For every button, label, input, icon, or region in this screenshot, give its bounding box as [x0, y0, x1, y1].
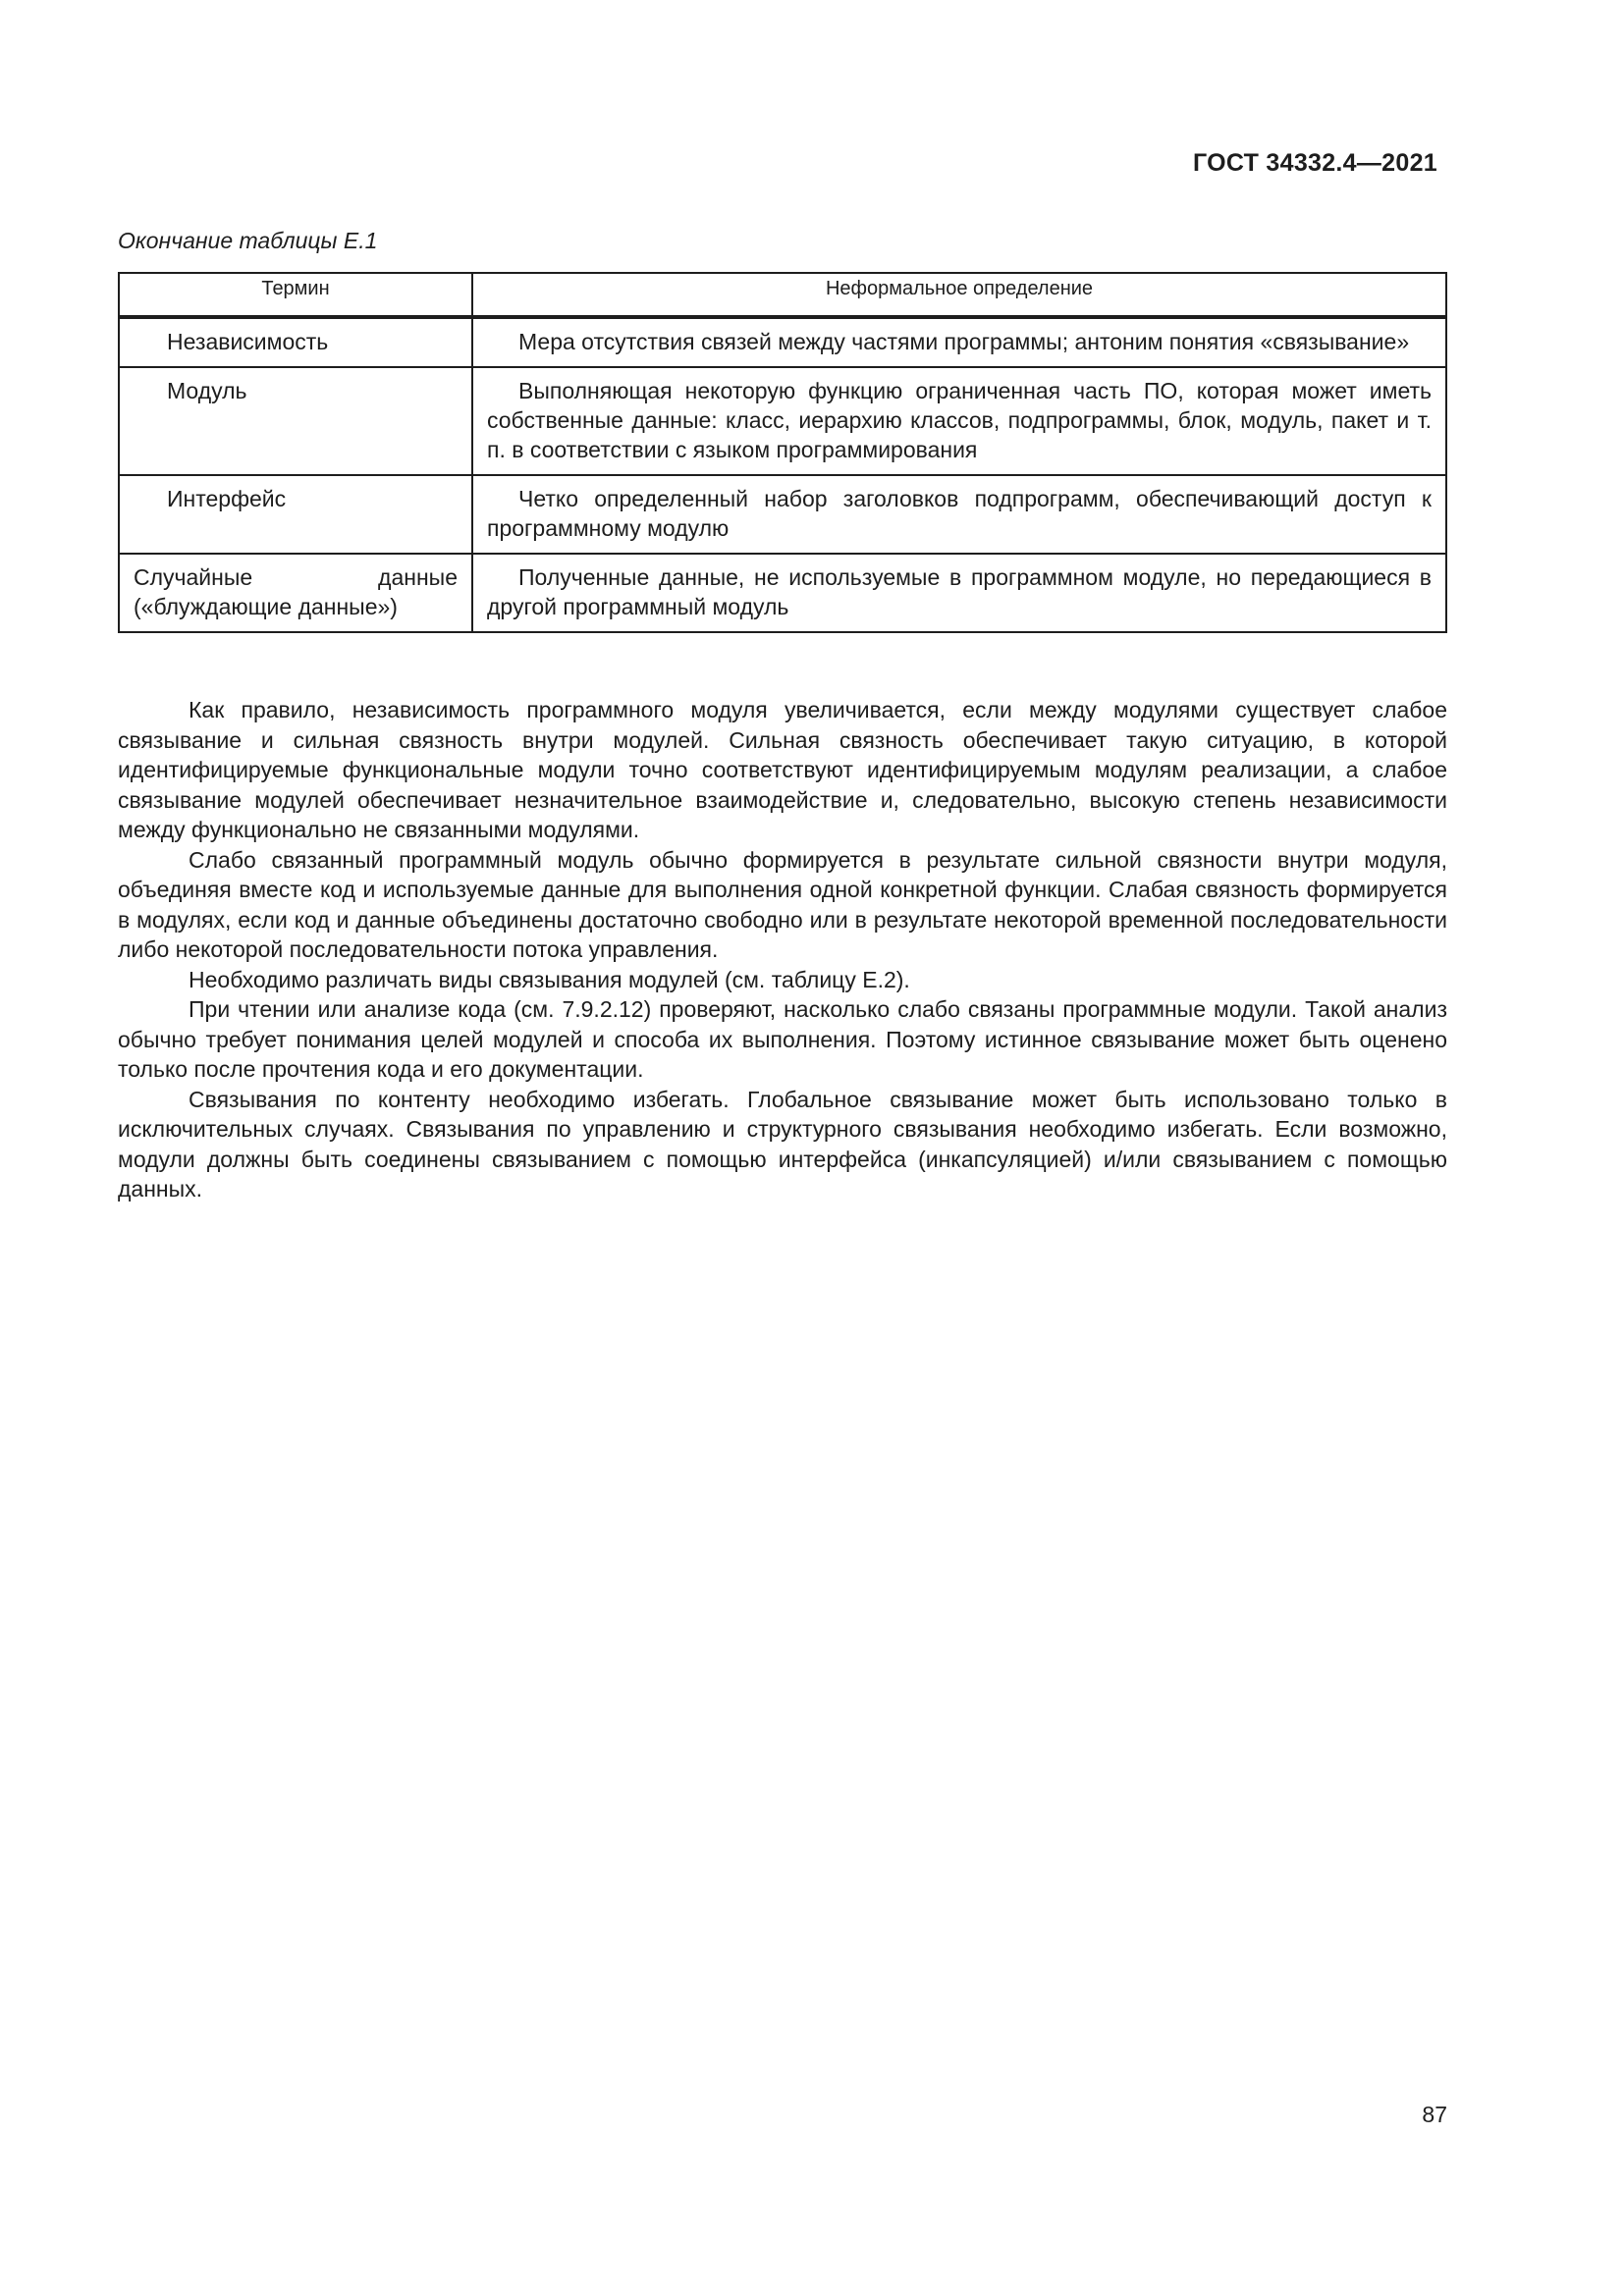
term-cell: Случайные данные («блуждающие данные») [119, 554, 472, 632]
definition-cell: Четко определенный набор заголовков подпрограмм, обеспечивающий доступ к программному модулю [472, 475, 1446, 554]
definition-cell: Мера отсутствия связей между частями программы; антоним понятия «связывание» [472, 317, 1446, 367]
term-cell: Интерфейс [119, 475, 472, 554]
table-caption: Окончание таблицы Е.1 [118, 228, 378, 253]
table-row [119, 554, 1446, 632]
table-row [119, 317, 1446, 367]
paragraph: Необходимо различать виды связывания модулей (см. таблицу Е.2). [189, 966, 910, 992]
header-definition: Неформальное определение [472, 273, 1446, 317]
definition-cell: Выполняющая некоторую функцию ограниченная часть ПО, которая может иметь собственные данные: класс, иерархию классов, подпрограммы, блок, модуль, пакет и т. п. в соответствии с языком программирования [472, 367, 1446, 475]
terms-table [118, 272, 1447, 633]
table-header-row [119, 273, 1446, 317]
table-row [119, 367, 1446, 475]
definition-cell: Полученные данные, не используемые в программном модуле, но передающиеся в другой программный модуль [472, 554, 1446, 632]
document-code: ГОСТ 34332.4—2021 [1192, 149, 1437, 177]
paragraph: Как правило, независимость программного модуля увеличивается, если между модулями существует слабое связывание и сильная связность внутри модулей. Сильная связность обеспечивает такую ситуацию, в которой идентифицируемые функциональные модули точно соответствуют идентифицируемым модулям реализации, а слабое связывание модулей обеспечивает незначительное взаимодействие и, следовательно, высокую степень независимости между функционально не связанными модулями. [118, 697, 1447, 842]
paragraph: Слабо связанный программный модуль обычно формируется в результате сильной связности внутри модуля, объединяя вместе код и используемые данные для выполнения одной конкретной функции. Слабая связность формируется в модулях, если код и данные объединены достаточно свободно или в результате некоторой временной последовательности либо некоторой последовательности потока управления. [118, 846, 1447, 962]
paragraph: При чтении или анализе кода (см. 7.9.2.12) проверяют, насколько слабо связаны программные модули. Такой анализ обычно требует понимания целей модулей и способа их выполнения. Поэтому истинное связывание может быть оценено только после прочтения кода и его документации. [118, 996, 1447, 1082]
page-number: 87 [1422, 2102, 1447, 2127]
term-cell: Независимость [119, 317, 472, 367]
header-term: Термин [119, 273, 472, 317]
body-text [118, 695, 1447, 1204]
table-row [119, 475, 1446, 554]
term-cell: Модуль [119, 367, 472, 475]
paragraph: Связывания по контенту необходимо избегать. Глобальное связывание может быть использовано только в исключительных случаях. Связывания по управлению и структурного связывания необходимо избегать. Если возможно, модули должны быть соединены связыванием с помощью интерфейса (инкапсуляцией) и/или связыванием с помощью данных. [118, 1086, 1447, 1201]
